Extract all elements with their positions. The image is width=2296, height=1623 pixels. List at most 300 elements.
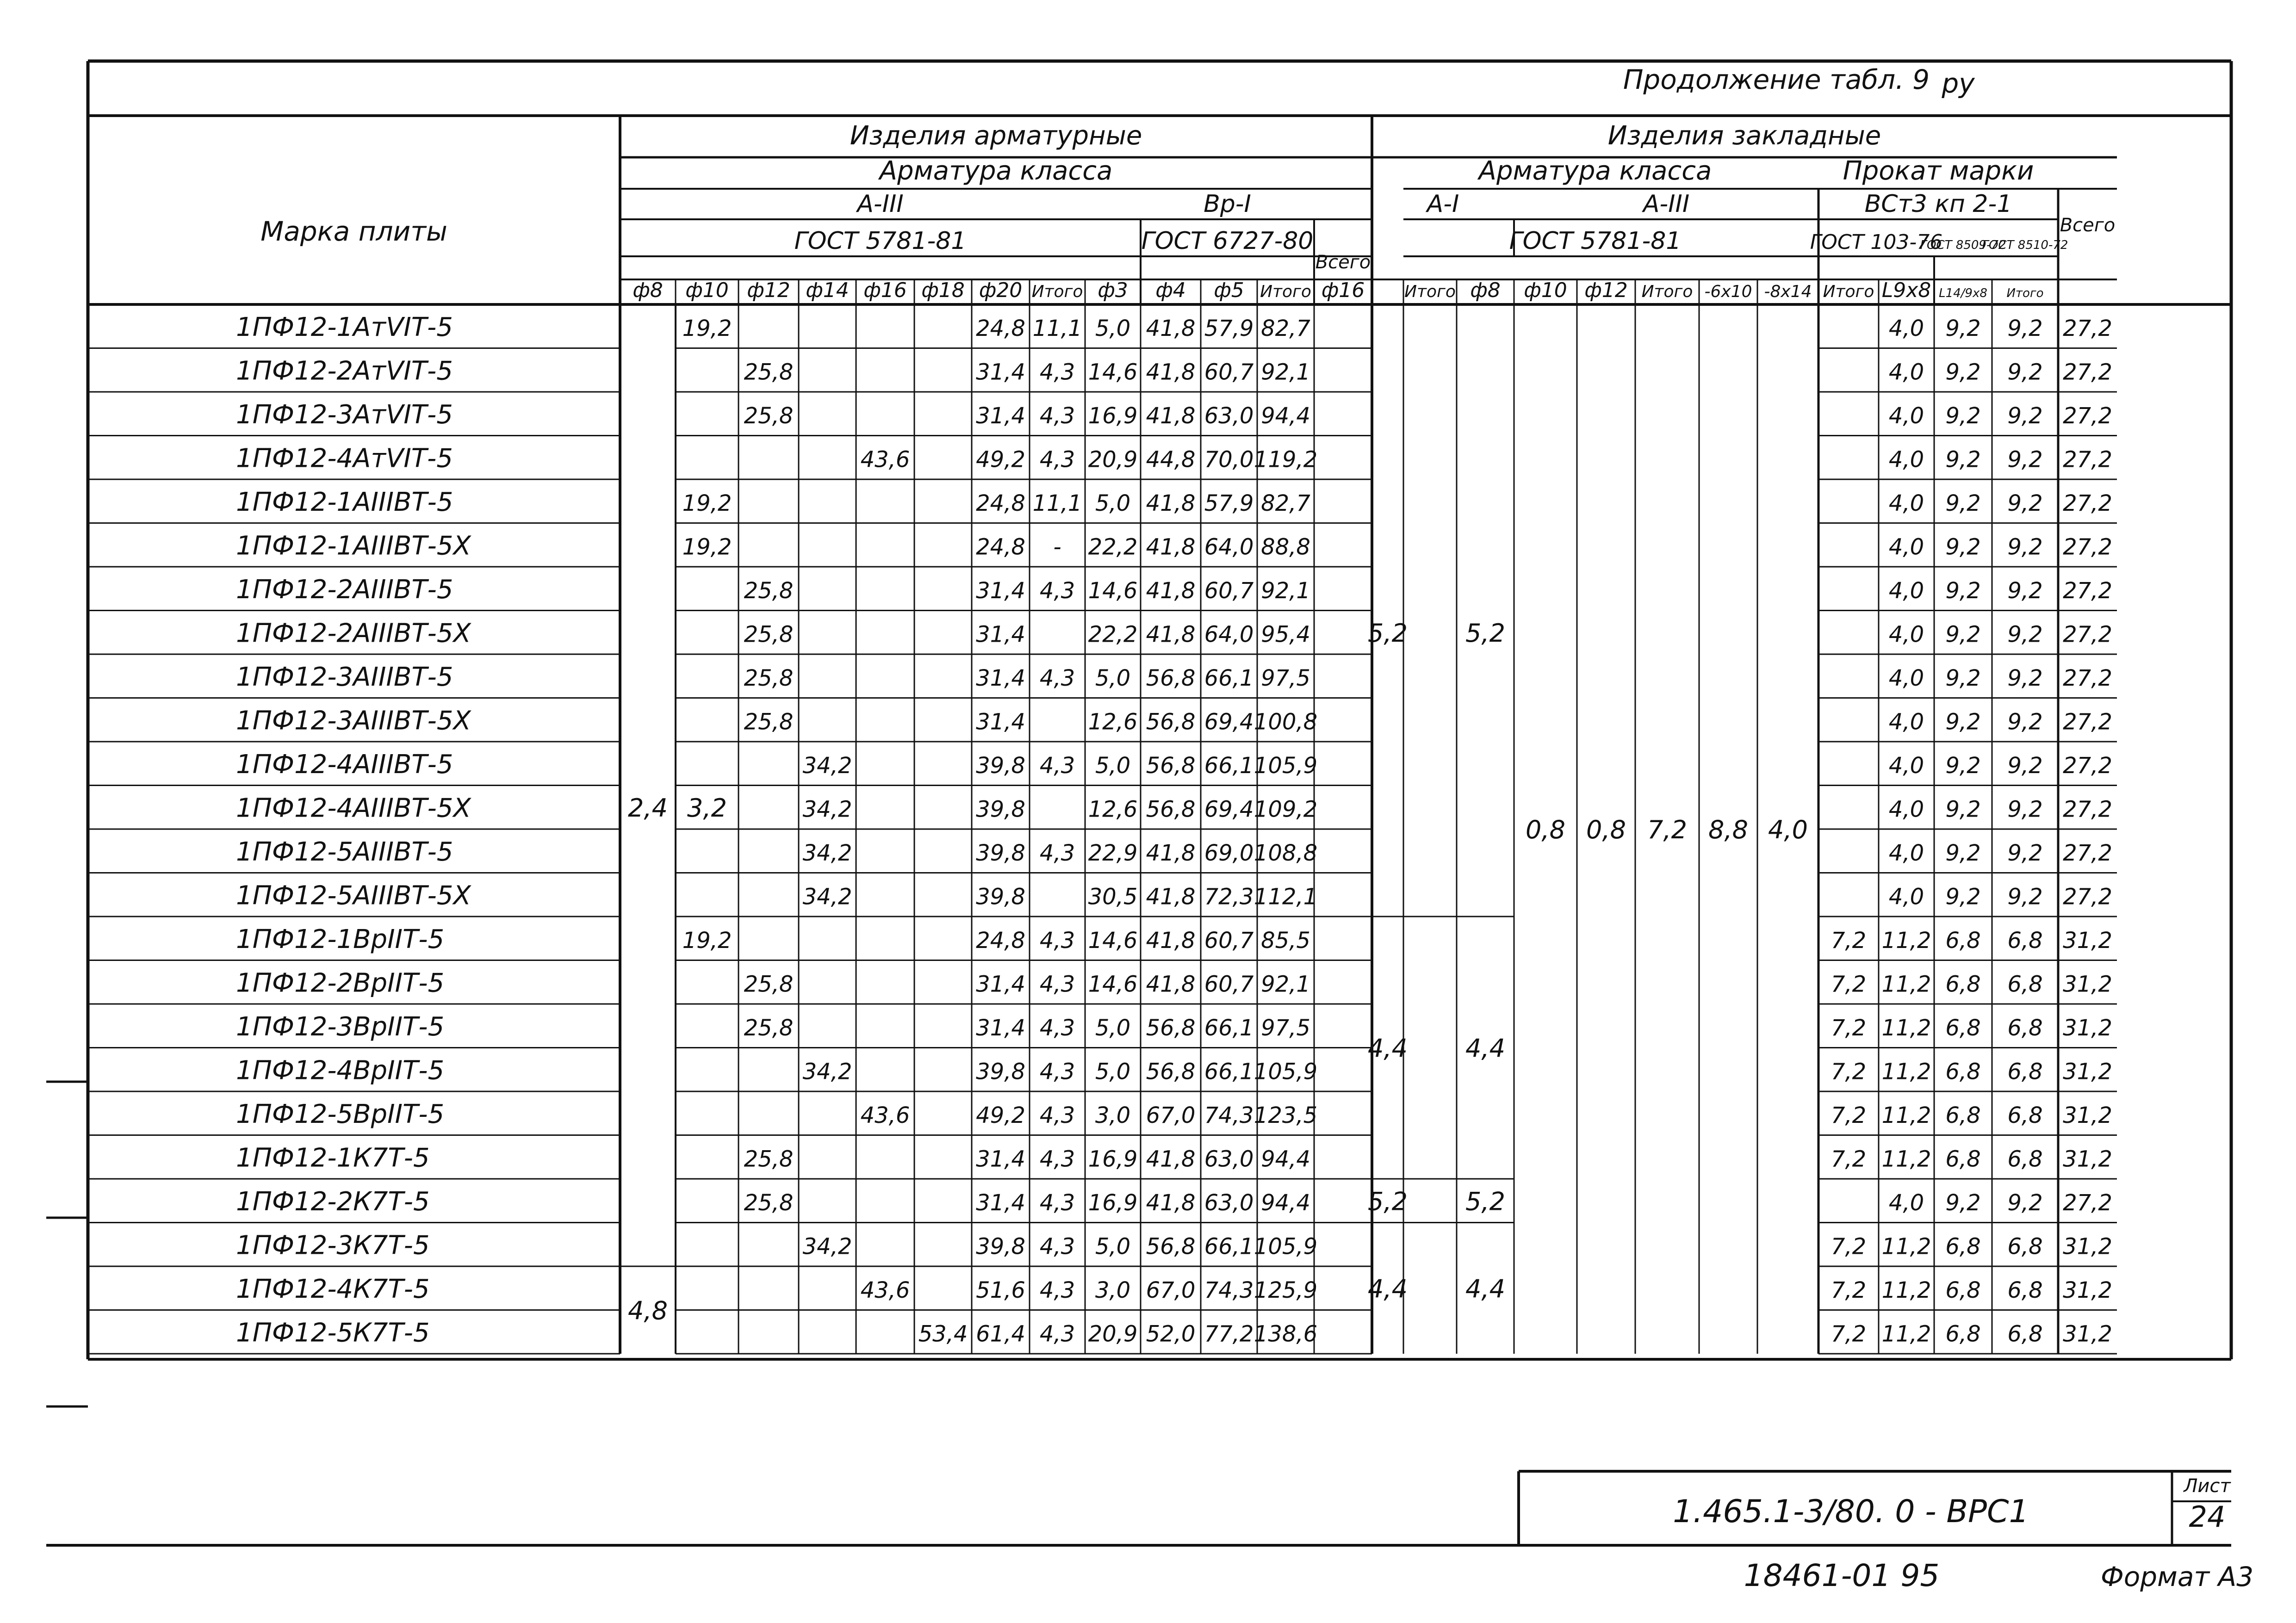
cell-l14: 9,2 [1945,403,1981,429]
sub-header: L14/9х8 [1939,286,1987,300]
row-mark: 1ПФ12-2АIIIВТ-5 [236,575,453,605]
merged-a1-g2-total: 4,4 [1465,1034,1505,1063]
cell-it1: 24,8 [976,490,1025,516]
cell-total-2: 27,2 [2063,1190,2112,1216]
merged-a1-g4-total: 4,4 [1465,1274,1505,1304]
header-a3-emb: А-III [1643,190,1690,218]
cell-l9: 6,8 [1945,1015,1981,1041]
cell-c4: 5,0 [1095,490,1131,516]
cell-c12: 19,2 [682,316,732,341]
sub-header: -8х14 [1764,282,1812,301]
cell-total-2: 27,2 [2063,446,2112,473]
cell-c5: 41,8 [1146,840,1196,866]
cell-p2: 7,2 [1831,1059,1867,1085]
cell-total-2: 27,2 [2063,753,2112,779]
header-steel: ВСт3 кп 2-1 [1864,190,2012,218]
cell-it1: 49,2 [976,446,1025,473]
cell-p2: 7,2 [1831,1321,1867,1347]
header-arm-class: Арматура класса [879,156,1113,186]
cell-it4: 11,2 [1881,1277,1931,1303]
header-gost-8510: ГОСТ 8510-72 [1982,238,2068,252]
cell-it5: 9,2 [2007,665,2043,691]
cell-total-2: 31,2 [2063,1233,2112,1260]
cell-l14: 9,2 [1945,1190,1981,1216]
cell-it4: 4,0 [1888,796,1924,823]
cell-tot: 95,4 [1261,621,1310,648]
cell-it1: 31,4 [976,621,1025,648]
cell-c16: 34,2 [802,1233,852,1260]
cell-it5: 6,8 [2007,1277,2043,1303]
cell-c3: 11,1 [1032,316,1082,341]
cell-it2: 74,3 [1204,1277,1254,1303]
cell-l9: 6,8 [1945,928,1981,954]
cell-total-2: 27,2 [2063,840,2112,866]
cell-it1: 39,8 [976,1233,1025,1260]
cell-total-2: 27,2 [2063,884,2112,910]
cell-it2: 70,0 [1204,446,1254,473]
cell-it2: 66,1 [1204,1059,1254,1085]
cell-tot: 119,2 [1253,446,1318,473]
header-rolled: Прокат марки [1843,156,2034,186]
cell-tot: 138,6 [1253,1321,1318,1347]
sub-header: ф4 [1155,279,1186,302]
cell-it5: 9,2 [2007,446,2043,473]
cell-it4: 11,2 [1881,928,1931,954]
cell-c14: 25,8 [744,403,794,429]
cell-it4: 4,0 [1888,753,1924,779]
cell-it1: 61,4 [976,1321,1025,1347]
cell-l14: 9,2 [1945,359,1981,385]
header-total-1: Всего [1315,252,1371,273]
cell-it1: 31,4 [976,709,1025,735]
cell-it2: 57,9 [1204,490,1254,516]
cell-tot: 112,1 [1253,884,1318,910]
cell-c5: 41,8 [1146,578,1196,604]
cell-tot: 97,5 [1261,1015,1310,1041]
cell-it2: 72,3 [1204,884,1254,910]
cell-c14: 25,8 [744,578,794,604]
cell-c4: 20,9 [1088,1321,1138,1347]
cell-c4: 30,5 [1088,884,1138,910]
cell-total-2: 27,2 [2063,490,2112,516]
cell-total-2: 31,2 [2063,1103,2112,1128]
cell-it2: 69,4 [1204,796,1254,823]
cell-tot: 105,9 [1253,1059,1318,1085]
cell-total-2: 31,2 [2063,1321,2112,1347]
cell-c4: 14,6 [1088,359,1138,385]
cell-it2: 60,7 [1204,578,1254,604]
sub-header: ф8 [633,279,663,302]
cell-c4: 22,2 [1088,621,1138,648]
cell-c3: 4,3 [1039,1103,1075,1128]
cell-it2: 63,0 [1204,1190,1254,1216]
row-mark: 1ПФ12-4АIIIВТ-5Х [236,793,471,824]
cell-it1: 31,4 [976,578,1025,604]
cell-it1: 31,4 [976,971,1025,997]
cell-l9: 6,8 [1945,1277,1981,1303]
cell-p2: 7,2 [1831,1233,1867,1260]
cell-total-2: 31,2 [2063,971,2112,997]
row-mark: 1ПФ12-1АIIIВТ-5Х [236,531,471,561]
cell-c5: 41,8 [1146,928,1196,954]
cell-it2: 69,4 [1204,709,1254,735]
cell-it2: 74,3 [1204,1103,1254,1128]
cell-c14: 25,8 [744,1190,794,1216]
cell-c4: 16,9 [1088,1190,1138,1216]
cell-it1: 39,8 [976,840,1025,866]
cell-it4: 4,0 [1888,359,1924,385]
sub-header: Итого [1260,282,1311,301]
row-mark: 1ПФ12-1АтVIТ-5 [236,312,453,342]
sub-header: ф8 [1470,279,1501,302]
cell-it5: 6,8 [2007,1233,2043,1260]
sub-header: ф10 [685,279,729,302]
cell-it4: 4,0 [1888,403,1924,429]
cell-c14: 25,8 [744,621,794,648]
cell-it4: 11,2 [1881,1103,1931,1128]
cell-c4: 16,9 [1088,1146,1138,1172]
cell-it2: 66,1 [1204,1015,1254,1041]
cell-c3: 4,3 [1039,665,1075,691]
cell-it1: 24,8 [976,928,1025,954]
cell-total-2: 27,2 [2063,359,2112,385]
cell-it1: 39,8 [976,796,1025,823]
header-arm-products: Изделия арматурные [850,121,1142,151]
cell-it5: 6,8 [2007,1321,2043,1347]
cell-c4: 12,6 [1088,709,1138,735]
row-mark: 1ПФ12-3АIIIВТ-5Х [236,706,471,736]
merged-a1-g3: 5,2 [1368,1187,1408,1216]
cell-l14: 9,2 [1945,709,1981,735]
cell-it5: 9,2 [2007,621,2043,648]
cell-c12: 19,2 [682,490,732,516]
continuation-label: Продолжение табл. 9 [1623,64,1930,95]
merged-phi10: 3,2 [687,793,727,823]
merged-e-total: 8,8 [1708,815,1748,844]
cell-c3: 4,3 [1039,840,1075,866]
cell-it1: 31,4 [976,665,1025,691]
cell-c3: 4,3 [1039,1277,1075,1303]
cell-it2: 64,0 [1204,621,1254,648]
cell-l14: 9,2 [1945,753,1981,779]
cell-l14: 9,2 [1945,621,1981,648]
sub-header: Итого [1641,282,1693,301]
merged-e12: 7,2 [1647,815,1687,844]
cell-it2: 57,9 [1204,316,1254,341]
cell-c12: 19,2 [682,534,732,560]
cell-c5: 56,8 [1146,1059,1196,1085]
cell-it5: 6,8 [2007,1015,2043,1041]
row-mark: 1ПФ12-5ВрIIТ-5 [236,1099,445,1129]
row-mark: 1ПФ12-4АтVIТ-5 [236,443,453,474]
cell-it4: 4,0 [1888,1190,1924,1216]
cell-it4: 4,0 [1888,446,1924,473]
cell-it2: 69,0 [1204,840,1254,866]
cell-it4: 4,0 [1888,490,1924,516]
header-gost-bp1: ГОСТ 6727-80 [1141,227,1314,255]
cell-tot: 94,4 [1261,1190,1310,1216]
cell-tot: 82,7 [1261,316,1310,341]
cell-c5: 41,8 [1146,971,1196,997]
cell-c3: 4,3 [1039,1321,1075,1347]
merged-e10: 0,8 [1586,815,1626,844]
cell-c3: 4,3 [1039,1015,1075,1041]
cell-it2: 77,2 [1204,1321,1254,1347]
cell-tot: 123,5 [1253,1103,1318,1128]
merged-a1-g1: 5,2 [1368,618,1408,648]
cell-it5: 9,2 [2007,490,2043,516]
cell-it5: 9,2 [2007,578,2043,604]
cell-it4: 4,0 [1888,840,1924,866]
cell-c12: 19,2 [682,928,732,954]
sub-header: Итого [1823,282,1874,301]
cell-it5: 9,2 [2007,884,2043,910]
cell-it4: 4,0 [1888,621,1924,648]
cell-c5: 41,8 [1146,316,1196,341]
cell-c5: 56,8 [1146,1233,1196,1260]
cell-it4: 4,0 [1888,884,1924,910]
cell-c18: 43,6 [860,1103,910,1128]
row-mark: 1ПФ12-3АтVIТ-5 [236,400,453,430]
header-gost-103: ГОСТ 103-76 [1810,230,1943,254]
sub-header: ф10 [1524,279,1567,302]
row-mark: 1ПФ12-3К7Т-5 [236,1230,430,1261]
row-mark: 1ПФ12-4К7Т-5 [236,1274,430,1304]
cell-p2: 7,2 [1831,1103,1867,1128]
header-emb-class: Арматура класса [1478,156,1712,186]
row-mark: 1ПФ12-2АтVIТ-5 [236,356,453,386]
cell-c4: 3,0 [1095,1277,1131,1303]
cell-c4: 5,0 [1095,1015,1131,1041]
sub-header: ф18 [921,279,965,302]
cell-it1: 31,4 [976,1190,1025,1216]
cell-it1: 31,4 [976,359,1025,385]
cell-c5: 67,0 [1146,1277,1196,1303]
cell-p2: 7,2 [1831,928,1867,954]
row-mark: 1ПФ12-1К7Т-5 [236,1143,430,1173]
sub-header: Итого [1404,282,1456,301]
corner-mark: ру [1942,68,1975,99]
cell-total-2: 31,2 [2063,1059,2112,1085]
cell-c4: 22,2 [1088,534,1138,560]
header-a3: А-III [857,190,904,218]
cell-c3: 4,3 [1039,753,1075,779]
cell-l9: 6,8 [1945,1233,1981,1260]
merged-phi8-a: 2,4 [628,793,668,823]
cell-l14: 9,2 [1945,840,1981,866]
cell-total-2: 27,2 [2063,621,2112,648]
merged-a1-g3-total: 5,2 [1465,1187,1505,1216]
cell-it5: 6,8 [2007,928,2043,954]
sub-header: ф3 [1098,279,1128,302]
column-header-mark: Марка плиты [261,216,447,247]
cell-it4: 11,2 [1881,1015,1931,1041]
cell-it2: 64,0 [1204,534,1254,560]
cell-c4: 3,0 [1095,1103,1131,1128]
header-a1: А-I [1427,190,1459,218]
cell-p2: 7,2 [1831,1277,1867,1303]
cell-it4: 4,0 [1888,578,1924,604]
cell-tot: 97,5 [1261,665,1310,691]
cell-tot: 92,1 [1261,359,1310,385]
cell-c3: 4,3 [1039,1059,1075,1085]
cell-c4: 14,6 [1088,578,1138,604]
merged-a1-g2: 4,4 [1368,1034,1408,1063]
cell-tot: 105,9 [1253,753,1318,779]
cell-c5: 44,8 [1146,446,1196,473]
cell-tot: 92,1 [1261,971,1310,997]
cell-total-2: 31,2 [2063,1146,2112,1172]
cell-c4: 22,9 [1088,840,1138,866]
cell-it4: 11,2 [1881,971,1931,997]
merged-p1: 4,0 [1768,815,1808,844]
cell-it4: 4,0 [1888,665,1924,691]
cell-it2: 66,1 [1204,753,1254,779]
cell-c5: 56,8 [1146,1015,1196,1041]
cell-it2: 66,1 [1204,1233,1254,1260]
row-mark: 1ПФ12-2ВрIIТ-5 [236,968,445,998]
header-gost-emb: ГОСТ 5781-81 [1509,227,1682,255]
cell-c4: 14,6 [1088,928,1138,954]
cell-it1: 31,4 [976,403,1025,429]
cell-it4: 4,0 [1888,316,1924,341]
cell-it5: 9,2 [2007,709,2043,735]
merged-a1-g1-total: 5,2 [1465,618,1505,648]
cell-c18: 43,6 [860,1277,910,1303]
cell-c5: 52,0 [1146,1321,1196,1347]
cell-it5: 9,2 [2007,534,2043,560]
cell-total-2: 27,2 [2063,665,2112,691]
cell-c4: 20,9 [1088,446,1138,473]
cell-c14: 25,8 [744,359,794,385]
cell-it5: 9,2 [2007,359,2043,385]
cell-total-2: 27,2 [2063,796,2112,823]
cell-tot: 85,5 [1261,928,1310,954]
cell-it5: 9,2 [2007,316,2043,341]
cell-c14: 25,8 [744,665,794,691]
cell-l14: 9,2 [1945,490,1981,516]
cell-c4: 5,0 [1095,665,1131,691]
cell-it4: 11,2 [1881,1321,1931,1347]
cell-c5: 41,8 [1146,359,1196,385]
cell-l9: 6,8 [1945,1146,1981,1172]
cell-c4: 5,0 [1095,1233,1131,1260]
merged-phi8-b: 4,8 [628,1296,668,1326]
cell-it5: 6,8 [2007,971,2043,997]
cell-it1: 31,4 [976,1015,1025,1041]
cell-tot: 125,9 [1253,1277,1318,1303]
cell-c3: 4,3 [1039,403,1075,429]
cell-c5: 56,8 [1146,753,1196,779]
cell-it5: 6,8 [2007,1059,2043,1085]
cell-l14: 9,2 [1945,884,1981,910]
cell-tot: 88,8 [1261,534,1310,560]
sub-header: ф5 [1214,279,1244,302]
cell-c5: 56,8 [1146,709,1196,735]
cell-it4: 11,2 [1881,1233,1931,1260]
row-mark: 1ПФ12-5К7Т-5 [236,1318,430,1348]
cell-it4: 4,0 [1888,534,1924,560]
cell-c5: 56,8 [1146,665,1196,691]
cell-tot: 108,8 [1253,840,1318,866]
cell-p2: 7,2 [1831,1146,1867,1172]
cell-l14: 9,2 [1945,665,1981,691]
cell-l9: 6,8 [1945,971,1981,997]
cell-it2: 63,0 [1204,403,1254,429]
header-embedded-products: Изделия закладные [1607,121,1881,151]
cell-c5: 41,8 [1146,1190,1196,1216]
cell-c5: 41,8 [1146,534,1196,560]
sub-header: ф16 [863,279,907,302]
cell-c5: 41,8 [1146,490,1196,516]
sub-header: Итого [2006,286,2044,300]
row-mark: 1ПФ12-5АIIIВТ-5 [236,837,453,867]
cell-c4: 14,6 [1088,971,1138,997]
cell-c14: 25,8 [744,1015,794,1041]
cell-it2: 60,7 [1204,971,1254,997]
cell-c3: 4,3 [1039,1146,1075,1172]
cell-c14: 25,8 [744,709,794,735]
cell-it5: 9,2 [2007,403,2043,429]
row-mark: 1ПФ12-1ВрIIТ-5 [236,924,445,954]
cell-it4: 11,2 [1881,1059,1931,1085]
cell-it1: 24,8 [976,534,1025,560]
inventory-number: 18461-01 95 [1744,1558,1940,1593]
cell-c4: 5,0 [1095,753,1131,779]
cell-it2: 63,0 [1204,1146,1254,1172]
cell-c16: 34,2 [802,1059,852,1085]
cell-it5: 6,8 [2007,1103,2043,1128]
cell-c5: 67,0 [1146,1103,1196,1128]
row-mark: 1ПФ12-3ВрIIТ-5 [236,1012,445,1042]
cell-total-2: 27,2 [2063,403,2112,429]
cell-c3: 4,3 [1039,1190,1075,1216]
header-gost-a3: ГОСТ 5781-81 [794,227,967,255]
cell-c16: 34,2 [802,753,852,779]
cell-c4: 12,6 [1088,796,1138,823]
merged-e8: 0,8 [1526,815,1565,844]
cell-it1: 39,8 [976,1059,1025,1085]
cell-l14: 9,2 [1945,534,1981,560]
cell-l9: 6,8 [1945,1059,1981,1085]
cell-it1: 49,2 [976,1103,1025,1128]
cell-c3: 11,1 [1032,490,1082,516]
sub-header: ф20 [979,279,1023,302]
sub-header: ф16 [1321,279,1365,302]
cell-p2: 7,2 [1831,971,1867,997]
document-code: 1.465.1-3/80. 0 - ВРС1 [1673,1493,2029,1530]
cell-it4: 11,2 [1881,1146,1931,1172]
row-mark: 1ПФ12-5АIIIВТ-5Х [236,880,471,911]
cell-total-2: 31,2 [2063,928,2112,954]
header-gost-8509: ГОСТ 8509-72 [1920,238,2006,252]
cell-tot: 82,7 [1261,490,1310,516]
cell-c20: 53,4 [918,1321,968,1347]
cell-c5: 56,8 [1146,796,1196,823]
cell-it5: 9,2 [2007,1190,2043,1216]
cell-c3: - [1053,534,1061,560]
cell-c3: 4,3 [1039,446,1075,473]
cell-c16: 34,2 [802,796,852,823]
sub-header: L9х8 [1881,279,1931,302]
cell-tot: 94,4 [1261,1146,1310,1172]
cell-c16: 34,2 [802,884,852,910]
cell-total-2: 27,2 [2063,316,2112,341]
cell-c4: 16,9 [1088,403,1138,429]
cell-it2: 60,7 [1204,359,1254,385]
cell-c14: 25,8 [744,1146,794,1172]
cell-c4: 5,0 [1095,1059,1131,1085]
